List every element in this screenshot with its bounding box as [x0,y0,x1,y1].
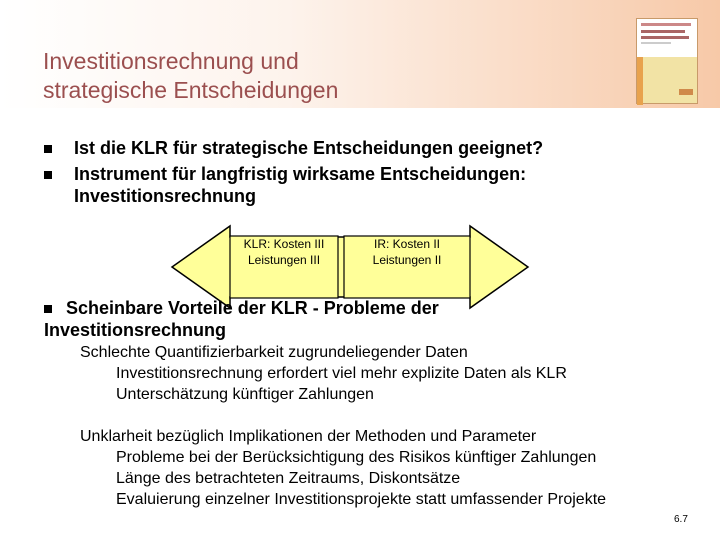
group-1-item: Unterschätzung künftiger Zahlungen [116,386,374,403]
bullet-square-icon [44,171,52,179]
slide-title [43,47,603,105]
group-2-item: Evaluierung einzelner Investitionsprojekte statt umfassender Projekte [116,491,607,508]
book-cover-image [636,18,698,104]
bullet-square-icon [44,145,52,153]
bullet-square-icon [44,305,52,313]
title-line-1: Investitionsrechnung und [43,48,299,74]
group-1-lead: Schlechte Quantifizierbarkeit zugrundeliegender Daten [80,344,468,361]
group-2-item: Länge des betrachteten Zeitraums, Diskontsätze [116,470,461,487]
title-line-2: strategische Entscheidungen [43,77,339,103]
bullet-2: Instrument für langfristig wirksame Entscheidungen: [74,164,527,184]
section-heading-line-1: Scheinbare Vorteile der KLR - Probleme der [66,298,439,318]
left-box-text: KLR: Kosten III Leistungen III [243,237,325,267]
right-box-text: IR: Kosten II Leistungen II [372,237,442,267]
group-2-item: Probleme bei der Berücksichtigung des Risikos künftiger Zahlungen [116,449,597,466]
group-1-item: Investitionsrechnung erfordert viel mehr explizite Daten als KLR [116,365,567,382]
bullet-2-continued: Investitionsrechnung [74,186,257,206]
page-number: 6.7 [674,514,688,525]
group-2-lead: Unklarheit bezüglich Implikationen der Methoden und Parameter [80,428,537,445]
section-heading-line-2: Investitionsrechnung [44,320,227,340]
bullet-1: Ist die KLR für strategische Entscheidungen geeignet? [74,138,544,158]
